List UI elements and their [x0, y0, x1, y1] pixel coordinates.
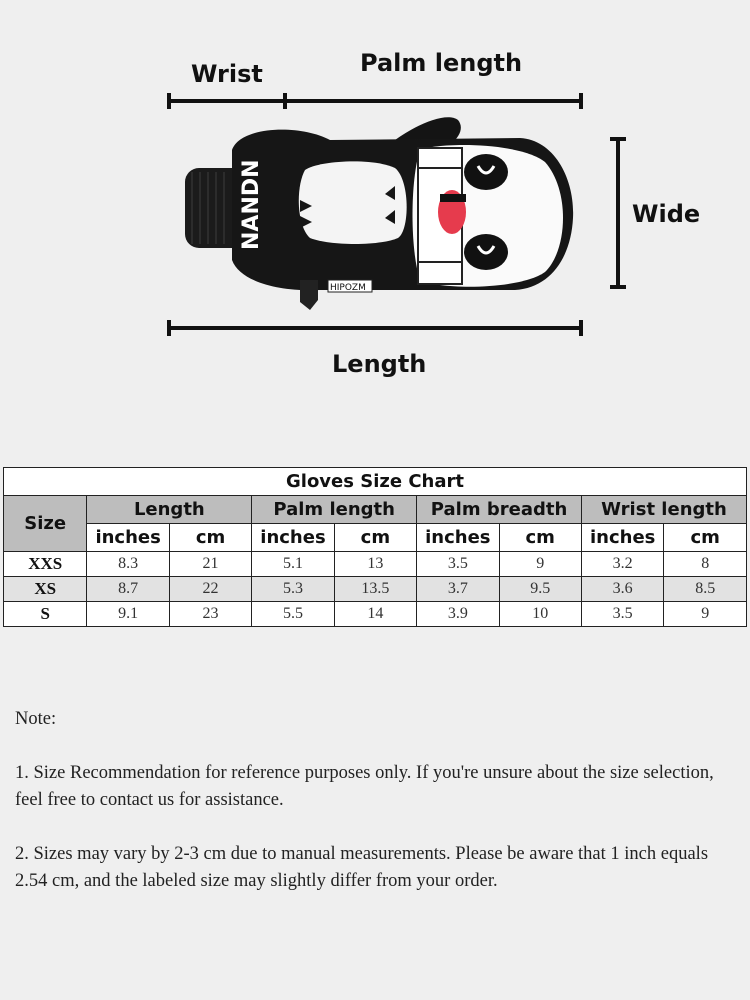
glove-print-text: NANDN: [239, 159, 264, 250]
group-header-length: Length: [87, 496, 252, 524]
mitten-image: [185, 117, 573, 310]
notes-section: [15, 706, 735, 895]
unit-header: inches: [252, 524, 334, 552]
table-row: [4, 602, 747, 627]
table-cell: 5.5: [252, 602, 334, 627]
table-cell: 23: [169, 602, 251, 627]
table-cell: 9: [664, 602, 747, 627]
unit-header: cm: [664, 524, 747, 552]
note-item: 2. Sizes may vary by 2-3 cm due to manual measurements. Please be aware that 1 inch equals 2.54 cm, and the labeled size may slightly differ from your order.: [15, 844, 709, 891]
size-chart-title: Gloves Size Chart: [4, 468, 747, 496]
table-cell: 3.5: [581, 602, 663, 627]
table-cell: 14: [334, 602, 416, 627]
unit-header: inches: [417, 524, 499, 552]
size-chart-table: [3, 467, 747, 627]
length-dimension-line: [169, 320, 581, 336]
group-header-palm-length: Palm length: [252, 496, 417, 524]
table-row: [4, 577, 747, 602]
table-cell: 3.7: [417, 577, 499, 602]
table-cell: 9.5: [499, 577, 581, 602]
unit-header: cm: [169, 524, 251, 552]
table-cell: 10: [499, 602, 581, 627]
note-item: 1. Size Recommendation for reference purposes only. If you're unsure about the size selection, feel free to contact us for assistance.: [15, 763, 714, 810]
glove-diagram: [0, 0, 750, 420]
table-cell: 8: [664, 552, 747, 577]
table-cell: 21: [169, 552, 251, 577]
wide-dimension-line: [610, 139, 626, 287]
palm-length-dimension-line: [285, 93, 581, 109]
table-cell: 9.1: [87, 602, 169, 627]
group-header-palm-breadth: Palm breadth: [417, 496, 582, 524]
size-column-header: Size: [4, 496, 87, 552]
unit-header: cm: [499, 524, 581, 552]
table-cell: 3.2: [581, 552, 663, 577]
table-cell: 8.7: [87, 577, 169, 602]
table-cell: 5.1: [252, 552, 334, 577]
unit-header: cm: [334, 524, 416, 552]
table-cell: 13: [334, 552, 416, 577]
table-cell: 8.3: [87, 552, 169, 577]
wide-label: Wide: [632, 200, 701, 228]
table-row: [4, 552, 747, 577]
size-cell: XS: [4, 577, 87, 602]
wrist-label: Wrist: [191, 60, 263, 88]
table-cell: 22: [169, 577, 251, 602]
length-label: Length: [332, 350, 427, 378]
notes-heading: Note:: [15, 709, 57, 729]
table-cell: 3.5: [417, 552, 499, 577]
group-header-wrist-length: Wrist length: [581, 496, 746, 524]
palm-length-label: Palm length: [360, 49, 523, 77]
table-cell: 5.3: [252, 577, 334, 602]
wrist-dimension-line: [169, 93, 285, 109]
glove-tag-text: HIPOZM: [330, 283, 366, 293]
table-cell: 3.9: [417, 602, 499, 627]
unit-header: inches: [581, 524, 663, 552]
table-cell: 13.5: [334, 577, 416, 602]
table-cell: 9: [499, 552, 581, 577]
table-cell: 8.5: [664, 577, 747, 602]
table-cell: 3.6: [581, 577, 663, 602]
size-cell: S: [4, 602, 87, 627]
unit-header: inches: [87, 524, 169, 552]
size-cell: XXS: [4, 552, 87, 577]
